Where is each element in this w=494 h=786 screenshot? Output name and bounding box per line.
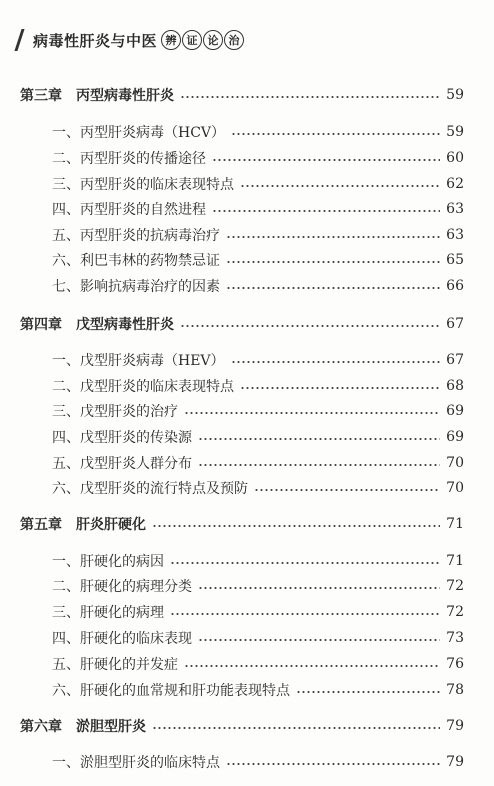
page-number: 76 [446, 656, 464, 672]
page-number: 68 [446, 378, 464, 394]
dot-leader [198, 587, 440, 589]
section-title: 五、戊型肝炎人群分布 [52, 456, 192, 472]
dot-leader [254, 489, 440, 491]
dot-leader [231, 361, 441, 363]
toc-section-row [52, 628, 464, 648]
dot-leader [198, 438, 440, 440]
dot-leader [212, 159, 440, 161]
section-title: 六、肝硬化的血常规和肝功能表现特点 [52, 683, 290, 699]
dot-leader [170, 613, 440, 615]
chapter-number: 第三章 [20, 88, 62, 104]
toc-section-row [52, 276, 464, 296]
page-number: 79 [446, 754, 464, 770]
chapter-number: 第六章 [20, 719, 62, 735]
chapter-number: 第五章 [20, 517, 62, 533]
toc-section-row [52, 250, 464, 270]
toc-section-row [52, 199, 464, 219]
toc-section-row [52, 752, 464, 772]
slash-mark [14, 29, 24, 51]
circled-char: 辨 [161, 30, 181, 50]
dot-leader [152, 727, 440, 729]
chapter-number: 第四章 [20, 317, 62, 333]
page-number: 78 [446, 682, 464, 698]
dot-leader [212, 210, 440, 212]
book-title: 病毒性肝炎与中医 [33, 31, 158, 50]
section-title: 一、淤胆型肝炎的临床特点 [52, 755, 220, 771]
chapter-title: 戊型病毒性肝炎 [76, 317, 174, 333]
page-number: 71 [446, 553, 464, 569]
dot-leader [240, 387, 440, 389]
toc-chapter-row [20, 85, 464, 105]
section-title: 一、肝硬化的病因 [52, 554, 164, 570]
toc-section-row [52, 680, 464, 700]
chapter-title: 肝炎肝硬化 [76, 517, 146, 533]
toc-chapter-row [20, 716, 464, 736]
toc-section-row [52, 453, 464, 473]
page-number: 62 [446, 176, 464, 192]
page-number: 79 [446, 718, 464, 734]
toc-section-row [52, 401, 464, 421]
page-number: 72 [446, 604, 464, 620]
page-number: 71 [446, 516, 464, 532]
toc-chapter-row [20, 514, 464, 534]
toc-chapter-row [20, 314, 464, 334]
dot-leader [240, 185, 440, 187]
circled-char: 证 [182, 30, 202, 50]
page-number: 70 [446, 480, 464, 496]
section-title: 六、利巴韦林的药物禁忌证 [52, 253, 220, 269]
book-header [14, 26, 245, 54]
page-number: 69 [446, 403, 464, 419]
page-number: 69 [446, 429, 464, 445]
dot-leader [226, 236, 440, 238]
page-number: 60 [446, 150, 464, 166]
dot-leader [184, 412, 440, 414]
dot-leader [184, 665, 440, 667]
section-title: 二、丙型肝炎的传播途径 [52, 151, 206, 167]
dot-leader [198, 639, 440, 641]
page-number: 65 [446, 252, 464, 268]
page-number: 66 [446, 278, 464, 294]
section-title: 二、肝硬化的病理分类 [52, 579, 192, 595]
toc-section-row [52, 576, 464, 596]
dot-leader [231, 133, 440, 135]
section-title: 四、戊型肝炎的传染源 [52, 430, 192, 446]
dot-leader [180, 96, 440, 98]
section-title: 一、丙型肝炎病毒（HCV） [52, 125, 226, 141]
dot-leader [226, 261, 440, 263]
dot-leader [226, 287, 440, 289]
dot-leader [226, 763, 440, 765]
dot-leader [180, 325, 440, 327]
section-title: 六、戊型肝炎的流行特点及预防 [52, 481, 248, 497]
toc-section-row [52, 148, 464, 168]
toc-section-row [52, 350, 464, 370]
toc-section-row [52, 174, 464, 194]
section-title: 三、丙型肝炎的临床表现特点 [52, 177, 234, 193]
section-title: 五、肝硬化的并发症 [52, 657, 178, 673]
page-number: 59 [446, 124, 464, 140]
toc-section-row [52, 376, 464, 396]
section-title: 三、肝硬化的病理 [52, 605, 164, 621]
dot-leader [296, 691, 440, 693]
section-title: 三、戊型肝炎的治疗 [52, 404, 178, 420]
toc-section-row [52, 122, 464, 142]
dot-leader [152, 525, 440, 527]
section-title: 四、肝硬化的临床表现 [52, 631, 192, 647]
circled-char: 治 [224, 30, 244, 50]
page-number: 63 [446, 227, 464, 243]
toc-section-row [52, 654, 464, 674]
toc-section-row [52, 478, 464, 498]
page-number: 59 [446, 87, 464, 103]
circled-title-chars [161, 30, 245, 50]
page-number: 73 [446, 630, 464, 646]
chapter-title: 丙型病毒性肝炎 [76, 88, 174, 104]
dot-leader [170, 562, 440, 564]
section-title: 一、戊型肝炎病毒（HEV） [52, 353, 225, 369]
dot-leader [198, 464, 440, 466]
toc-section-row [52, 602, 464, 622]
page-number: 72 [446, 578, 464, 594]
toc-section-row [52, 427, 464, 447]
page-number: 67 [446, 352, 464, 368]
section-title: 四、丙型肝炎的自然进程 [52, 202, 206, 218]
chapter-title: 淤胆型肝炎 [76, 719, 146, 735]
section-title: 七、影响抗病毒治疗的因素 [52, 279, 220, 295]
section-title: 五、丙型肝炎的抗病毒治疗 [52, 228, 220, 244]
page-number: 67 [446, 316, 464, 332]
toc-section-row [52, 225, 464, 245]
section-title: 二、戊型肝炎的临床表现特点 [52, 379, 234, 395]
toc-section-row [52, 551, 464, 571]
page-number: 70 [446, 455, 464, 471]
page-number: 63 [446, 201, 464, 217]
circled-char: 论 [203, 30, 223, 50]
